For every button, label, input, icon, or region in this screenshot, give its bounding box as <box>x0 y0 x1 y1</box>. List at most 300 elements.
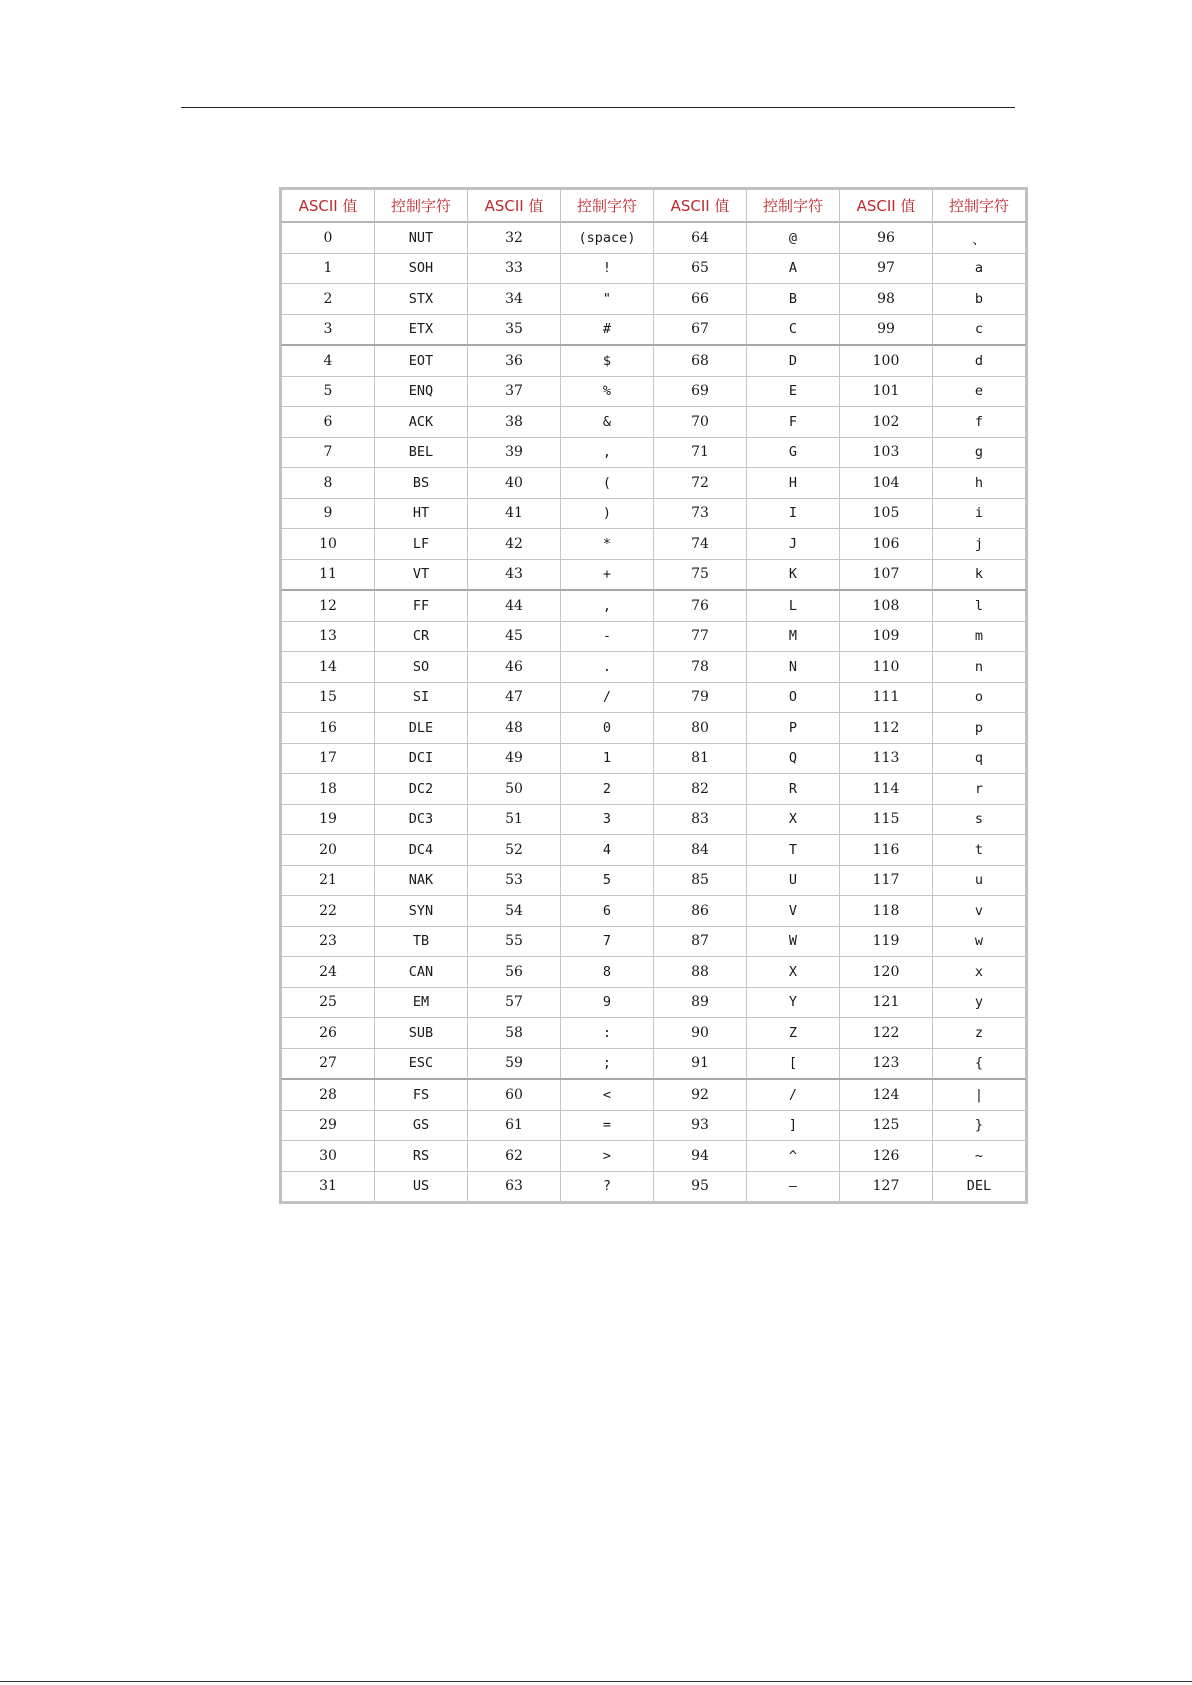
table-row <box>282 621 1026 652</box>
control-char-cell: HT <box>375 498 468 529</box>
control-char-cell: I <box>747 498 840 529</box>
control-char-cell: * <box>561 529 654 560</box>
table-row <box>282 987 1026 1018</box>
ascii-value-cell: 32 <box>468 222 561 253</box>
ascii-value-cell: 18 <box>282 774 375 805</box>
ascii-value-cell: 21 <box>282 865 375 896</box>
ascii-value-cell: 97 <box>840 253 933 284</box>
control-char-cell: D <box>747 345 840 376</box>
control-char-cell: c <box>933 314 1026 345</box>
control-char-cell: P <box>747 713 840 744</box>
control-char-cell: EOT <box>375 345 468 376</box>
control-char-cell: v <box>933 896 1026 927</box>
control-char-cell: (space) <box>561 222 654 253</box>
table-row <box>282 437 1026 468</box>
ascii-value-cell: 113 <box>840 743 933 774</box>
ascii-value-cell: 67 <box>654 314 747 345</box>
ascii-value-cell: 57 <box>468 987 561 1018</box>
control-char-cell: - <box>561 621 654 652</box>
control-char-cell: A <box>747 253 840 284</box>
control-char-cell: 、 <box>933 222 1026 253</box>
control-char-cell: z <box>933 1018 1026 1049</box>
control-char-cell: SI <box>375 682 468 713</box>
ascii-value-cell: 83 <box>654 804 747 835</box>
control-char-cell: h <box>933 468 1026 499</box>
control-char-cell: a <box>933 253 1026 284</box>
ascii-value-cell: 101 <box>840 376 933 407</box>
control-char-cell: 3 <box>561 804 654 835</box>
control-char-cell: ^ <box>747 1141 840 1172</box>
table-row <box>282 926 1026 957</box>
control-char-cell: $ <box>561 345 654 376</box>
control-char-cell: " <box>561 284 654 315</box>
ascii-value-cell: 82 <box>654 774 747 805</box>
ascii-table-container <box>279 187 1028 1204</box>
ascii-value-cell: 37 <box>468 376 561 407</box>
control-char-cell: 2 <box>561 774 654 805</box>
table-row <box>282 835 1026 866</box>
control-char-cell: ! <box>561 253 654 284</box>
ascii-value-cell: 76 <box>654 590 747 621</box>
ascii-value-cell: 61 <box>468 1110 561 1141</box>
ascii-value-cell: 17 <box>282 743 375 774</box>
control-char-cell: | <box>933 1079 1026 1110</box>
control-char-cell: SOH <box>375 253 468 284</box>
control-char-cell: M <box>747 621 840 652</box>
control-char-cell: BEL <box>375 437 468 468</box>
control-char-cell: LF <box>375 529 468 560</box>
ascii-value-cell: 23 <box>282 926 375 957</box>
control-char-cell: F <box>747 407 840 438</box>
control-char-cell: BS <box>375 468 468 499</box>
table-row <box>282 559 1026 590</box>
ascii-value-cell: 55 <box>468 926 561 957</box>
ascii-value-cell: 28 <box>282 1079 375 1110</box>
header-control-char-2: 控制字符 <box>561 190 654 223</box>
control-char-cell: DC4 <box>375 835 468 866</box>
ascii-value-cell: 20 <box>282 835 375 866</box>
control-char-cell: RS <box>375 1141 468 1172</box>
control-char-cell: q <box>933 743 1026 774</box>
control-char-cell: X <box>747 957 840 988</box>
ascii-value-cell: 98 <box>840 284 933 315</box>
table-row <box>282 284 1026 315</box>
table-row <box>282 222 1026 253</box>
ascii-value-cell: 102 <box>840 407 933 438</box>
ascii-value-cell: 126 <box>840 1141 933 1172</box>
control-char-cell: CR <box>375 621 468 652</box>
ascii-value-cell: 75 <box>654 559 747 590</box>
ascii-value-cell: 5 <box>282 376 375 407</box>
control-char-cell: ENQ <box>375 376 468 407</box>
table-row <box>282 590 1026 621</box>
control-char-cell: o <box>933 682 1026 713</box>
ascii-value-cell: 71 <box>654 437 747 468</box>
ascii-table <box>281 189 1026 1202</box>
ascii-value-cell: 26 <box>282 1018 375 1049</box>
control-char-cell: w <box>933 926 1026 957</box>
control-char-cell: R <box>747 774 840 805</box>
ascii-value-cell: 48 <box>468 713 561 744</box>
table-row <box>282 713 1026 744</box>
control-char-cell: 5 <box>561 865 654 896</box>
ascii-value-cell: 111 <box>840 682 933 713</box>
ascii-value-cell: 8 <box>282 468 375 499</box>
page-header-rule <box>181 107 1015 108</box>
ascii-value-cell: 4 <box>282 345 375 376</box>
control-char-cell: TB <box>375 926 468 957</box>
table-row <box>282 957 1026 988</box>
control-char-cell: B <box>747 284 840 315</box>
control-char-cell: d <box>933 345 1026 376</box>
control-char-cell: ; <box>561 1048 654 1079</box>
ascii-value-cell: 9 <box>282 498 375 529</box>
ascii-value-cell: 27 <box>282 1048 375 1079</box>
ascii-value-cell: 117 <box>840 865 933 896</box>
ascii-value-cell: 53 <box>468 865 561 896</box>
ascii-value-cell: 11 <box>282 559 375 590</box>
ascii-value-cell: 96 <box>840 222 933 253</box>
ascii-value-cell: 85 <box>654 865 747 896</box>
control-char-cell: O <box>747 682 840 713</box>
table-row <box>282 1171 1026 1202</box>
ascii-value-cell: 52 <box>468 835 561 866</box>
ascii-value-cell: 124 <box>840 1079 933 1110</box>
ascii-value-cell: 6 <box>282 407 375 438</box>
ascii-value-cell: 78 <box>654 652 747 683</box>
control-char-cell: N <box>747 652 840 683</box>
control-char-cell: 0 <box>561 713 654 744</box>
control-char-cell: > <box>561 1141 654 1172</box>
control-char-cell: ? <box>561 1171 654 1202</box>
ascii-value-cell: 92 <box>654 1079 747 1110</box>
ascii-value-cell: 104 <box>840 468 933 499</box>
ascii-value-cell: 33 <box>468 253 561 284</box>
ascii-value-cell: 41 <box>468 498 561 529</box>
control-char-cell: ( <box>561 468 654 499</box>
ascii-value-cell: 1 <box>282 253 375 284</box>
table-row <box>282 1048 1026 1079</box>
control-char-cell: E <box>747 376 840 407</box>
ascii-value-cell: 69 <box>654 376 747 407</box>
control-char-cell: f <box>933 407 1026 438</box>
control-char-cell: NAK <box>375 865 468 896</box>
ascii-value-cell: 77 <box>654 621 747 652</box>
ascii-value-cell: 115 <box>840 804 933 835</box>
table-row <box>282 1141 1026 1172</box>
control-char-cell: 4 <box>561 835 654 866</box>
control-char-cell: X <box>747 804 840 835</box>
control-char-cell: u <box>933 865 1026 896</box>
header-control-char-3: 控制字符 <box>747 190 840 223</box>
control-char-cell: — <box>747 1171 840 1202</box>
header-control-char-4: 控制字符 <box>933 190 1026 223</box>
table-row <box>282 682 1026 713</box>
ascii-value-cell: 13 <box>282 621 375 652</box>
table-row <box>282 253 1026 284</box>
ascii-value-cell: 42 <box>468 529 561 560</box>
ascii-value-cell: 112 <box>840 713 933 744</box>
control-char-cell: ESC <box>375 1048 468 1079</box>
control-char-cell: Z <box>747 1018 840 1049</box>
ascii-value-cell: 63 <box>468 1171 561 1202</box>
control-char-cell: { <box>933 1048 1026 1079</box>
control-char-cell: FS <box>375 1079 468 1110</box>
control-char-cell: g <box>933 437 1026 468</box>
control-char-cell: & <box>561 407 654 438</box>
ascii-table-body <box>282 222 1026 1202</box>
control-char-cell: @ <box>747 222 840 253</box>
ascii-value-cell: 68 <box>654 345 747 376</box>
ascii-value-cell: 22 <box>282 896 375 927</box>
ascii-value-cell: 125 <box>840 1110 933 1141</box>
control-char-cell: < <box>561 1079 654 1110</box>
control-char-cell: s <box>933 804 1026 835</box>
control-char-cell: VT <box>375 559 468 590</box>
control-char-cell: , <box>561 590 654 621</box>
ascii-value-cell: 87 <box>654 926 747 957</box>
ascii-value-cell: 14 <box>282 652 375 683</box>
control-char-cell: [ <box>747 1048 840 1079</box>
ascii-value-cell: 119 <box>840 926 933 957</box>
ascii-value-cell: 64 <box>654 222 747 253</box>
control-char-cell: j <box>933 529 1026 560</box>
control-char-cell: ETX <box>375 314 468 345</box>
header-ascii-value-1: ASCII 值 <box>282 190 375 223</box>
ascii-value-cell: 94 <box>654 1141 747 1172</box>
control-char-cell: FF <box>375 590 468 621</box>
ascii-value-cell: 31 <box>282 1171 375 1202</box>
control-char-cell: SUB <box>375 1018 468 1049</box>
ascii-value-cell: 72 <box>654 468 747 499</box>
ascii-value-cell: 127 <box>840 1171 933 1202</box>
control-char-cell: i <box>933 498 1026 529</box>
ascii-value-cell: 62 <box>468 1141 561 1172</box>
control-char-cell: K <box>747 559 840 590</box>
ascii-value-cell: 114 <box>840 774 933 805</box>
table-row <box>282 376 1026 407</box>
ascii-value-cell: 91 <box>654 1048 747 1079</box>
table-row <box>282 407 1026 438</box>
control-char-cell: 6 <box>561 896 654 927</box>
ascii-value-cell: 93 <box>654 1110 747 1141</box>
ascii-value-cell: 40 <box>468 468 561 499</box>
ascii-value-cell: 10 <box>282 529 375 560</box>
table-row <box>282 314 1026 345</box>
ascii-value-cell: 39 <box>468 437 561 468</box>
ascii-value-cell: 51 <box>468 804 561 835</box>
table-row <box>282 804 1026 835</box>
ascii-value-cell: 118 <box>840 896 933 927</box>
control-char-cell: CAN <box>375 957 468 988</box>
ascii-value-cell: 106 <box>840 529 933 560</box>
ascii-value-cell: 50 <box>468 774 561 805</box>
control-char-cell: H <box>747 468 840 499</box>
table-row <box>282 1079 1026 1110</box>
control-char-cell: r <box>933 774 1026 805</box>
control-char-cell: x <box>933 957 1026 988</box>
ascii-value-cell: 89 <box>654 987 747 1018</box>
ascii-value-cell: 120 <box>840 957 933 988</box>
ascii-value-cell: 35 <box>468 314 561 345</box>
ascii-value-cell: 34 <box>468 284 561 315</box>
header-control-char-1: 控制字符 <box>375 190 468 223</box>
control-char-cell: STX <box>375 284 468 315</box>
control-char-cell: C <box>747 314 840 345</box>
table-row <box>282 743 1026 774</box>
control-char-cell: G <box>747 437 840 468</box>
ascii-value-cell: 86 <box>654 896 747 927</box>
control-char-cell: # <box>561 314 654 345</box>
table-row <box>282 652 1026 683</box>
ascii-value-cell: 16 <box>282 713 375 744</box>
ascii-value-cell: 65 <box>654 253 747 284</box>
control-char-cell: V <box>747 896 840 927</box>
ascii-value-cell: 43 <box>468 559 561 590</box>
ascii-value-cell: 99 <box>840 314 933 345</box>
header-ascii-value-2: ASCII 值 <box>468 190 561 223</box>
ascii-value-cell: 70 <box>654 407 747 438</box>
ascii-value-cell: 7 <box>282 437 375 468</box>
ascii-value-cell: 3 <box>282 314 375 345</box>
control-char-cell: + <box>561 559 654 590</box>
ascii-value-cell: 45 <box>468 621 561 652</box>
control-char-cell: 1 <box>561 743 654 774</box>
table-header-row <box>282 190 1026 223</box>
ascii-value-cell: 122 <box>840 1018 933 1049</box>
ascii-value-cell: 105 <box>840 498 933 529</box>
control-char-cell: DC2 <box>375 774 468 805</box>
ascii-value-cell: 12 <box>282 590 375 621</box>
ascii-value-cell: 107 <box>840 559 933 590</box>
ascii-value-cell: 121 <box>840 987 933 1018</box>
control-char-cell: J <box>747 529 840 560</box>
ascii-value-cell: 123 <box>840 1048 933 1079</box>
control-char-cell: / <box>561 682 654 713</box>
ascii-value-cell: 2 <box>282 284 375 315</box>
ascii-value-cell: 79 <box>654 682 747 713</box>
control-char-cell: 7 <box>561 926 654 957</box>
control-char-cell: / <box>747 1079 840 1110</box>
control-char-cell: p <box>933 713 1026 744</box>
table-row <box>282 865 1026 896</box>
ascii-value-cell: 36 <box>468 345 561 376</box>
control-char-cell: 9 <box>561 987 654 1018</box>
ascii-value-cell: 24 <box>282 957 375 988</box>
ascii-value-cell: 108 <box>840 590 933 621</box>
table-row <box>282 498 1026 529</box>
table-row <box>282 896 1026 927</box>
ascii-value-cell: 84 <box>654 835 747 866</box>
ascii-value-cell: 116 <box>840 835 933 866</box>
control-char-cell: W <box>747 926 840 957</box>
table-row <box>282 1018 1026 1049</box>
control-char-cell: US <box>375 1171 468 1202</box>
ascii-value-cell: 88 <box>654 957 747 988</box>
control-char-cell: GS <box>375 1110 468 1141</box>
control-char-cell: DC3 <box>375 804 468 835</box>
control-char-cell: k <box>933 559 1026 590</box>
ascii-value-cell: 100 <box>840 345 933 376</box>
control-char-cell: t <box>933 835 1026 866</box>
ascii-value-cell: 109 <box>840 621 933 652</box>
ascii-value-cell: 44 <box>468 590 561 621</box>
control-char-cell: y <box>933 987 1026 1018</box>
header-ascii-value-3: ASCII 值 <box>654 190 747 223</box>
control-char-cell: DLE <box>375 713 468 744</box>
ascii-value-cell: 81 <box>654 743 747 774</box>
table-row <box>282 468 1026 499</box>
ascii-value-cell: 95 <box>654 1171 747 1202</box>
ascii-value-cell: 103 <box>840 437 933 468</box>
ascii-value-cell: 90 <box>654 1018 747 1049</box>
control-char-cell: ) <box>561 498 654 529</box>
control-char-cell: Y <box>747 987 840 1018</box>
ascii-value-cell: 38 <box>468 407 561 438</box>
control-char-cell: 8 <box>561 957 654 988</box>
table-row <box>282 774 1026 805</box>
control-char-cell: DCI <box>375 743 468 774</box>
ascii-value-cell: 29 <box>282 1110 375 1141</box>
ascii-value-cell: 66 <box>654 284 747 315</box>
control-char-cell: = <box>561 1110 654 1141</box>
ascii-value-cell: 73 <box>654 498 747 529</box>
control-char-cell: b <box>933 284 1026 315</box>
control-char-cell: ~ <box>933 1141 1026 1172</box>
ascii-value-cell: 47 <box>468 682 561 713</box>
ascii-value-cell: 60 <box>468 1079 561 1110</box>
table-row <box>282 345 1026 376</box>
control-char-cell: : <box>561 1018 654 1049</box>
control-char-cell: m <box>933 621 1026 652</box>
ascii-value-cell: 59 <box>468 1048 561 1079</box>
control-char-cell: NUT <box>375 222 468 253</box>
control-char-cell: n <box>933 652 1026 683</box>
control-char-cell: % <box>561 376 654 407</box>
control-char-cell: DEL <box>933 1171 1026 1202</box>
ascii-value-cell: 19 <box>282 804 375 835</box>
control-char-cell: SYN <box>375 896 468 927</box>
ascii-value-cell: 110 <box>840 652 933 683</box>
control-char-cell: . <box>561 652 654 683</box>
table-row <box>282 1110 1026 1141</box>
header-ascii-value-4: ASCII 值 <box>840 190 933 223</box>
ascii-value-cell: 56 <box>468 957 561 988</box>
control-char-cell: l <box>933 590 1026 621</box>
ascii-value-cell: 15 <box>282 682 375 713</box>
ascii-value-cell: 25 <box>282 987 375 1018</box>
control-char-cell: EM <box>375 987 468 1018</box>
ascii-value-cell: 54 <box>468 896 561 927</box>
ascii-value-cell: 80 <box>654 713 747 744</box>
table-row <box>282 529 1026 560</box>
control-char-cell: T <box>747 835 840 866</box>
control-char-cell: ACK <box>375 407 468 438</box>
control-char-cell: } <box>933 1110 1026 1141</box>
control-char-cell: ] <box>747 1110 840 1141</box>
control-char-cell: Q <box>747 743 840 774</box>
ascii-value-cell: 30 <box>282 1141 375 1172</box>
ascii-value-cell: 74 <box>654 529 747 560</box>
page-footer-rule <box>0 1681 1192 1682</box>
control-char-cell: , <box>561 437 654 468</box>
ascii-value-cell: 46 <box>468 652 561 683</box>
ascii-value-cell: 49 <box>468 743 561 774</box>
ascii-value-cell: 0 <box>282 222 375 253</box>
control-char-cell: U <box>747 865 840 896</box>
control-char-cell: SO <box>375 652 468 683</box>
ascii-value-cell: 58 <box>468 1018 561 1049</box>
